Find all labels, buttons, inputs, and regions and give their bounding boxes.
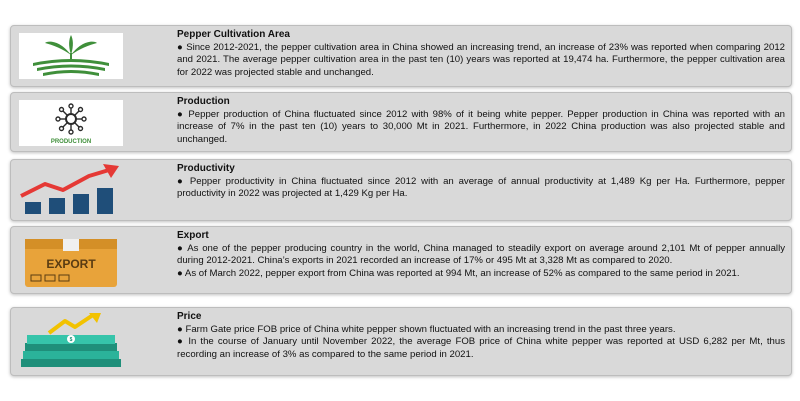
section-content xyxy=(177,230,785,280)
export-icon-label: EXPORT xyxy=(46,257,96,271)
export-box-icon xyxy=(19,235,123,289)
section-paragraph: ● Since 2012-2021, the pepper cultivation area in China showed an increasing trend, an increase of 23% was reported when comparing 2012 and 2021. The average pepper cultivation area in the past ten (10) years was reported at 19,474 ha. Furthermore, the pepper cultivation area for 2022 was projected stable and unchanged. xyxy=(177,41,785,78)
section-content xyxy=(177,311,785,361)
plant-field-icon xyxy=(19,33,123,79)
growth-chart-icon xyxy=(19,164,123,216)
section-content xyxy=(177,96,785,146)
production-gear-icon xyxy=(19,100,123,146)
money-growth-icon xyxy=(19,313,123,369)
section-productivity xyxy=(10,159,792,221)
section-price xyxy=(10,307,792,376)
section-paragraph: ● As of March 2022, pepper export from China was reported at 994 Mt, an increase of 52% as compared to the same period in 2021. xyxy=(177,267,740,279)
section-production xyxy=(10,92,792,152)
section-title: Export xyxy=(177,230,209,241)
section-paragraph: ● As one of the pepper producing country in the world, China managed to steadily export on average around 2,101 Mt of pepper annually during 2012-2021. China’s exports in 2021 recorded an increase of 17% or 495 Mt at 3,328 Mt as compared to 2020. xyxy=(177,242,785,267)
section-paragraph: ● Farm Gate price FOB price of China white pepper shown fluctuated with an increasing trend in the past three years. xyxy=(177,323,676,335)
section-title: Production xyxy=(177,96,230,107)
section-title: Pepper Cultivation Area xyxy=(177,29,290,40)
section-content xyxy=(177,163,785,201)
section-paragraph: ● Pepper production of China fluctuated since 2012 with 98% of it being white pepper. Pepper production in China was reported with an increase of 7% in the past ten (10) years to 30,000 Mt in 2021. Furthermore, in 2022 China production was also projected stable and unchanged. xyxy=(177,108,785,145)
section-title: Productivity xyxy=(177,163,235,174)
section-paragraph: ● In the course of January until November 2022, the average FOB price of China white pepper was reported at USD 6,282 per Mt, thus recording an increase of 3% as compared to the same period in 2021. xyxy=(177,336,785,360)
section-paragraph: ● Pepper productivity in China fluctuated since 2012 with an average of annual productivity at 1,489 Kg per Ha. Furthermore, pepper productivity in 2022 was projected at 1,429 Kg per Ha. xyxy=(177,175,785,200)
section-export xyxy=(10,226,792,294)
section-title: Price xyxy=(177,311,202,322)
production-icon-label: PRODUCTION xyxy=(50,139,92,145)
svg-text:$: $ xyxy=(69,337,73,343)
section-content xyxy=(177,29,785,79)
section-cultivation-area xyxy=(10,25,792,87)
